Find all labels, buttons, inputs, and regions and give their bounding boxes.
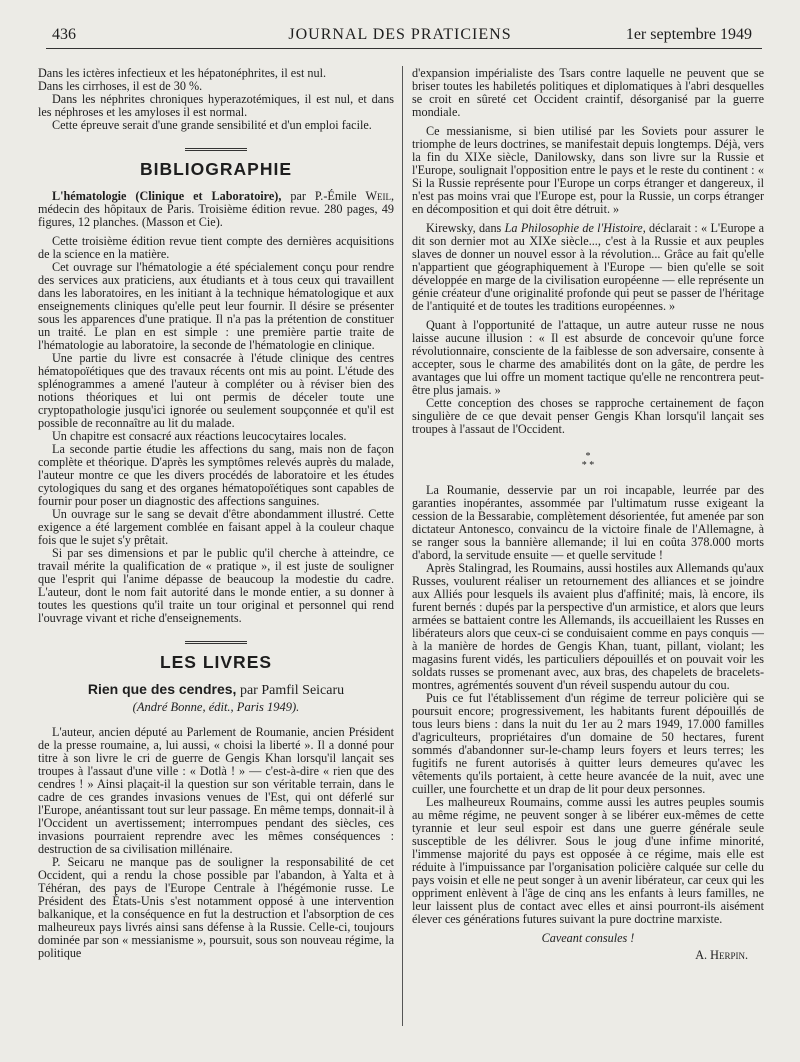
paragraph: Ce messianisme, si bien utilisé par les Soviets pour assurer le triomphe de leurs doctrines, se manifestait depuis longtemps. Déjà, vers la fin du XIXe siècle, Danilowsky, dans son livre sur la Russie et l'Europe, soulignait l'opposition entre le pays et le reste du continent : « Si la Russie représente pour l'Europe un corps étranger et dangereux, il n'est pas moins vrai que l'Europe est, pour la Russie, un corps étranger en décomposition et qui doit être détruit. » (412, 124, 764, 216)
reference-by: par P.-Émile (281, 189, 366, 203)
paragraph: Cette conception des choses se rapproche certainement de façon singulière de ce que devait penser Gengis Khan lorsqu'il lançait ses troupes à l'assaut de l'Occident. (412, 396, 764, 436)
asterism (412, 452, 764, 470)
paragraph: Dans les cirrhoses, il est de 30 %. (38, 79, 203, 93)
paragraph: La seconde partie étudie les affections du sang, mais non de façon complète et théorique. D'après les symptômes relevés auprès du malade, l'auteur montre ce que les divers procédés de laboratoire et les études cytologiques du sang et des organes hématopoïétiques sont capables de fournir pour poser un diagnostic des affections sanguines. (38, 442, 394, 508)
author-signature: A. Herpin. (695, 948, 748, 962)
header-rule (46, 48, 762, 49)
paragraph: Si par ses dimensions et par le public qu'il cherche à atteindre, ce travail mérite la qualification de « pratique », il est juste de souligner que l'esprit qui l'anime dépasse de beaucoup la modestie du cadre. L'auteur, dont le nom fait autorité dans le monde entier, a su donner à toutes les questions qu'il traite un tour original et personnel qui rend l'ouvrage vivant et riche d'enseignements. (38, 546, 394, 625)
paragraph (412, 222, 764, 313)
paragraph: Les malheureux Roumains, comme aussi les autres peuples soumis au même régime, ne peuvent songer à se libérer eux-mêmes de cette tyrannie et leur seul espoir est dans une guerre générale seule susceptible de les délivrer. Sous le joug d'une infime minorité, l'immense majorité du pays est opposée à ce régime, mais elle est réduite à l'impuissance par l'organisation policière calquée sur celle du pays voisin et elle ne peut songer à un avenir libérateur, car ceux qui les oppriment enlèvent à l'âge de cinq ans les enfants à leurs familles, ne leur laissent plus de contact avec elles et ainsi pourront-ils aisément élever ces générations futures suivant la pure doctrine marxiste. (412, 795, 764, 926)
book-publisher: (André Bonne, édit., Paris 1949). (132, 700, 300, 714)
paragraph: Après Stalingrad, les Roumains, aussi hostiles aux Allemands qu'aux Russes, voulurent réaliser un retournement des alliances et se joindre aux Alliés pour lesquels ils avaient plus d'affinité; mais, là encore, ils furent bernés : dupés par la perspective d'un armistice, et alors que leurs armées se battaient contre les Allemands, ils accueillaient les Russes en libérateurs alors que ceux-ci se conduisaient comme en pays conquis — à la manière de hordes de Gengis Khan, tuant, pillant, violant; les magasins furent vidés, les particuliers dépouillés et on pouvait voir les soldats russes se promenant avec, aux bras, des chapelets de bracelets-montres, agrémentés souvent d'un réveil suspendu autour du cou. (412, 561, 764, 692)
book-title-text: Rien que des cendres, (87, 681, 237, 697)
kirewsky-book-title: La Philosophie de l'Histoire (504, 221, 643, 235)
paragraph: Dans les néphrites chroniques hyperazotémiques, il est nul, et dans les néphroses et les amyloses il est normal. (38, 92, 394, 119)
book-title (38, 683, 394, 697)
journal-title: JOURNAL DES PRATICIENS (288, 26, 512, 43)
section-divider (185, 641, 247, 646)
paragraph: Une partie du livre est consacrée à l'étude clinique des centres hématopoïétiques que des travaux récents ont mis au point. L'étude des splénogrammes a amené l'auteur à compléter ou à réviser bien des notions théoriques et lui ont permis de déceler toute une cryptopathologie jusqu'ici ignorée ou seulement soupçonnée et qu'il est possible de reconnaître au lit du malade. (38, 351, 394, 430)
paragraph: Un ouvrage sur le sang se devait d'être abondamment illustré. Cette exigence a été largement comblée en faisant appel à la couleur chaque fois que le sujet s'y prêtait. (38, 507, 394, 547)
reference-details: , médecin des hôpitaux de Paris. Troisième édition revue. 280 pages, 49 figures, 12 planches. (Masson et Cie). (38, 189, 395, 229)
paragraph: Puis ce fut l'établissement d'un régime de terreur policière qui se poursuit encore; progressivement, les habitants furent dépouillés de tous leurs biens : dans la nuit du 1er au 2 mars 1949, 17.000 familles d'agriculteurs, propriétaires d'un domaine de 50 hectares, furent sommés d'abandonner sur-le-champ leurs foyers et leurs terres; les fugitifs ne furent autorisés à quitter leurs demeures qu'avec les vêtements qu'ils portaient, à cette heure avancée de la nuit, avec une cuiller, une fourchette et un drap de lit pour deux personnes. (412, 691, 764, 796)
section-heading-bibliographie: BIBLIOGRAPHIE (139, 159, 293, 179)
kirewsky-lead: Kirewsky, dans (426, 221, 505, 235)
asterism-bottom: * * (581, 460, 595, 471)
asterism-top: * (585, 451, 591, 462)
paragraph: P. Seicaru ne manque pas de souligner la responsabilité de cet Occident, qui a rendu la chose possible par l'abandon, à Yalta et à Téhéran, des pays de l'Europe Centrale à l'hégémonie russe. Le Président des États-Unis s'est notamment opposé à une intervention balkanique, et la conséquence en fut la destruction et l'absorption de ces malheureux pays livrés ainsi sans défense à la Russie. Celle-ci, toujours dominée par son « messianisme », poursuit, sous son nouveau régime, la politique (38, 855, 394, 960)
paragraph: Cet ouvrage sur l'hématologie a été spécialement conçu pour rendre des services aux praticiens, aux étudiants et à tous ceux qui travaillent dans les laboratoires, en les initiant à la technique hématologique et aux enseignements cliniques qu'elle peut leur fournir. Il désire se présenter sous les apparences d'une pratique. Il n'a pas la prétention de constituer un traité. Le plan en est simple : une première partie traite de l'hématologie au laboratoire, la seconde de l'hématologie en clinique. (38, 260, 394, 352)
page-header (0, 22, 800, 48)
section-heading-livres: LES LIVRES (159, 652, 273, 672)
book-author: par Pamfil Seicaru (236, 683, 345, 698)
paragraph: Quant à l'opportunité de l'attaque, un autre auteur russe ne nous laisse aucune illusion : « Il est absurde de concevoir qu'une force révolutionnaire, consciente de la faiblesse de son adversaire, consente à accepter, sous le charme des amabilités dont on la gâte, de perdre les avantages que lui offre un moment tactique qu'elle ne rencontrera peut-être plus jamais. » (412, 318, 764, 397)
kirewsky-quote: , déclarait : « L'Europe a dit son dernier mot au XIXe siècle..., c'est à la Russie et aux peuples slaves de donner un nouvel essor à la révolution... Grâce au fait qu'elle n'appartient que géographiquement à l'Europe — bien qu'elle se soit développée en marge de la civilisation européenne — elle représente un génie créateur d'une originalité profonde qui peut se passer de l'héritage de l'antiquité et de toutes les traditions européennes. » (412, 221, 765, 313)
paragraph: Cette épreuve serait d'une grande sensibilité et d'un emploi facile. (52, 118, 372, 132)
section-divider (185, 148, 247, 153)
paragraph: Dans les ictères infectieux et les hépatonéphrites, il est nul. (38, 66, 327, 80)
bibliography-reference (38, 190, 394, 229)
issue-date: 1er septembre 1949 (625, 26, 752, 43)
paragraph: L'auteur, ancien député au Parlement de Roumanie, ancien Président de la presse roumaine, a, lui aussi, « choisi la liberté ». Il a donné pour titre à son livre le cri de guerre de Gengis Khan lorsqu'il lançait ses troupes à l'assaut d'une ville : « Dotlà ! » — c'est-à-dire « rien que des cendres ! » Ainsi plaçait-il la question sur son véritable terrain, dans le cadre de ces grandes invasions venues de l'Est, qui ont déferlé sur l'Europe, anéantissant tout sur leur passage. En même temps, donnait-il à l'Occident un avertissement; interrompues pendant des siècles, ces invasions pourraient reprendre avec les mêmes conséquences : destruction de sa civilisation millénaire. (38, 725, 394, 856)
paragraph: d'expansion impérialiste des Tsars contre laquelle ne peuvent que se briser toutes les habiletés politiques et diplomatiques à l'abri desquelles se croit en sûreté cet Occident craintif, désorganisé par la guerre mondiale. (412, 66, 764, 119)
reference-author: Weil (365, 189, 391, 203)
paragraph: Un chapitre est consacré aux réactions leucocytaires locales. (52, 429, 347, 443)
column-divider (402, 66, 403, 1026)
paragraph: La Roumanie, desservie par un roi incapable, leurrée par des garanties inopérantes, assommée par l'ultimatum russe exigeant la cession de la Bessarabie, complètement désorientée, fut amenée par son dictateur Antonesco, convaincu de la victoire finale de l'Allemagne, à se ranger sous la bannière allemande; il lui en coûta 378.000 morts d'abord, la servitude ensuite — et quelle servitude ! (412, 483, 764, 562)
left-column (38, 67, 394, 960)
page-number: 436 (52, 26, 76, 43)
right-column (412, 67, 764, 962)
reference-title: L'hématologie (Clinique et Laboratoire), (52, 189, 282, 203)
paragraph: Cette troisième édition revue tient compte des dernières acquisitions de la science en la matière. (38, 234, 394, 261)
closing-phrase: Caveant consules ! (541, 931, 635, 945)
